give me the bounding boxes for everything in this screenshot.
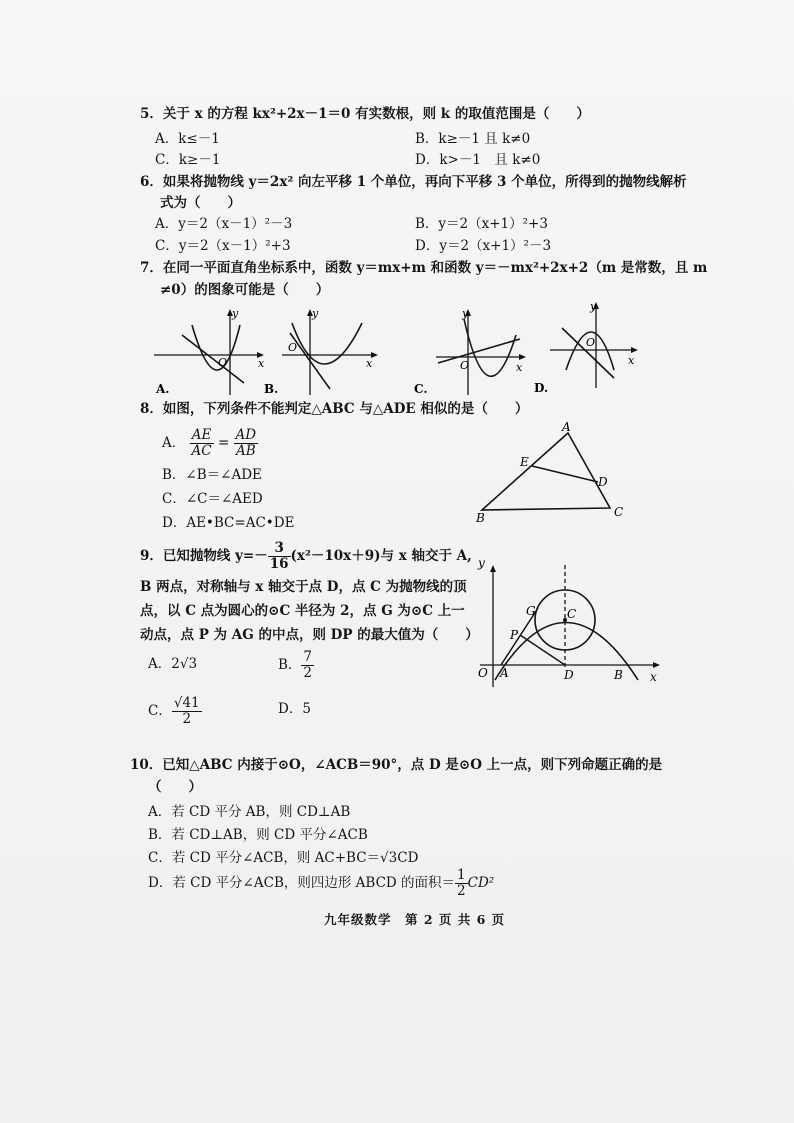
q9-stem-line1 [140,541,472,572]
frac-denominator: AB [236,443,256,459]
q5-stem: 5．关于 x 的方程 kx²+2x－1＝0 有实数根，则 k 的取值范围是（ ） [140,106,590,122]
frac-numerator: AE [190,428,214,444]
q6-stem-line1: 6．如果将抛物线 y＝2x² 向左平移 1 个单位，再向下平移 3 个单位，所得到的抛物线解析 [140,174,687,190]
q9-fig-g: G [526,604,536,618]
q8-stem: 8．如图，下列条件不能判定△ABC 与△ADE 相似的是（ ） [140,401,529,417]
q9-option-c-fraction [172,696,202,727]
q7b-axis-x: x [366,357,373,370]
q10-stem-line1: 10．已知△ABC 内接于⊙O，∠ACB＝90°，点 D 是⊙O 上一点，则下列命题正确的是 [130,757,663,773]
frac-numerator: 1 [457,867,466,883]
q8-option-a [162,428,258,459]
q9-fig-a: A [500,666,509,680]
q9-stem-line3: 点，以 C 点为圆心的⊙C 半径为 2，点 G 为⊙C 上一 [140,603,465,619]
q8-fig-label-b: B [476,511,485,525]
q9-stem-prefix: 9．已知抛物线 y=－ [140,548,268,564]
q8-option-c: C．∠C＝∠AED [162,491,263,507]
q9-option-a: A．2√3 [148,656,198,672]
q8-fraction-ae-ac [190,428,214,459]
q6-stem-line2: 式为（ ） [160,195,241,211]
q7a-axis-y: y [232,307,239,320]
q6-option-a: A．y＝2（x－1）²－3 [155,216,293,232]
q10-option-d-fraction [455,868,468,899]
q7-graph-a [148,305,270,397]
q10-option-d [148,868,494,899]
q6-option-c: C．y＝2（x－1）²+3 [155,238,291,254]
q7d-axis-y: y [590,300,597,313]
q9-fig-p: P [510,628,519,642]
q9-stem-line2: B 两点，对称轴与 x 轴交于点 D，点 C 为抛物线的顶 [140,579,467,595]
q8-triangle-figure [470,420,635,525]
q9-stem-suffix: (x²－10x＋9)与 x 轴交于 A, [290,548,472,564]
q10-option-a: A．若 CD 平分 AB，则 CD⊥AB [148,804,351,820]
q7-label-b: B. [264,382,279,396]
q9-fig-x: x [650,670,657,684]
frac-denominator: 2 [303,665,313,681]
frac-numerator: 3 [268,541,291,557]
q7b-axis-y: y [312,307,319,320]
q10-stem-line2: （ ） [148,779,202,795]
q7-graph-c [408,305,533,397]
q7-label-c: C. [414,382,428,396]
q7d-axis-x: x [628,354,635,367]
frac-denominator: 2 [182,711,192,727]
frac-numerator: AD [235,427,257,443]
q7-label-d: D. [534,381,549,395]
q5-option-c: C．k≥－1 [155,152,221,168]
q9-option-d: D．5 [278,701,311,717]
q8-option-a-label: A． [162,435,186,451]
q9-fig-d: D [564,668,574,682]
frac-denominator: 16 [269,556,289,572]
q8-fig-label-d: D [598,475,608,489]
q8-fig-label-a: A [562,420,571,434]
q5-option-d: D．k>－1 且 k≠0 [415,152,541,168]
q9-option-b [278,650,314,681]
q8-fig-label-e: E [520,455,529,469]
q10-option-d-prefix: D．若 CD 平分∠ACB，则四边形 ABCD 的面积＝ [148,875,456,891]
frac-denominator: AC [191,443,212,459]
q5-option-b: B．k≥－1 且 k≠0 [415,131,531,147]
q7c-axis-x: x [516,361,523,374]
q9-fig-o: O [478,666,488,680]
q9-stem-line4: 动点，点 P 为 AG 的中点，则 DP 的最大值为（ ） [140,627,479,643]
q8-fraction-ad-ab [234,428,259,459]
q8-option-b: B．∠B＝∠ADE [162,467,262,483]
q9-fig-y: y [478,556,485,570]
q7-graph-b [262,305,384,397]
q6-option-d: D．y＝2（x+1）²－3 [415,238,552,254]
frac-numerator: √41 [173,695,200,711]
q10-option-b: B．若 CD⊥AB，则 CD 平分∠ACB [148,827,368,843]
q9-fraction [268,541,291,572]
q7c-axis-y: y [462,307,469,320]
q10-option-d-suffix: CD² [467,875,495,891]
q7b-origin: O [288,341,298,354]
q9-option-b-fraction [301,650,314,681]
frac-numerator: 7 [303,649,313,665]
q9-option-c [148,696,202,727]
q7a-axis-x: x [258,357,265,370]
page-footer: 九年级数学 第 2 页 共 6 页 [324,912,506,927]
q7-label-a: A. [156,382,170,396]
q8-fig-label-c: C [614,505,624,519]
q8-option-d: D．AE•BC=AC•DE [162,515,295,531]
q7-stem-line2: ≠0）的图象可能是（ ） [160,282,330,298]
q7-stem-line1: 7．在同一平面直角坐标系中，函数 y＝mx+m 和函数 y＝－mx²+2x+2（m 是常数，且 m [140,260,708,276]
q6-option-b: B．y＝2（x+1）²+3 [415,216,548,232]
q9-fig-c: C [567,607,577,621]
frac-denominator: 2 [457,883,466,899]
q9-fig-b: B [614,668,623,682]
q7d-origin: O [586,336,596,349]
q8-equals: = [217,435,230,451]
q9-option-c-label: C． [148,703,172,719]
q7-graph-d [532,298,644,397]
q7c-origin: O [460,359,470,372]
q5-option-a: A．k≤－1 [155,131,220,147]
q7a-origin: O [218,356,228,369]
q10-option-c: C．若 CD 平分∠ACB，则 AC+BC＝√3CD [148,850,419,866]
q9-parabola-figure [468,555,668,690]
q9-option-b-label: B． [278,657,302,673]
